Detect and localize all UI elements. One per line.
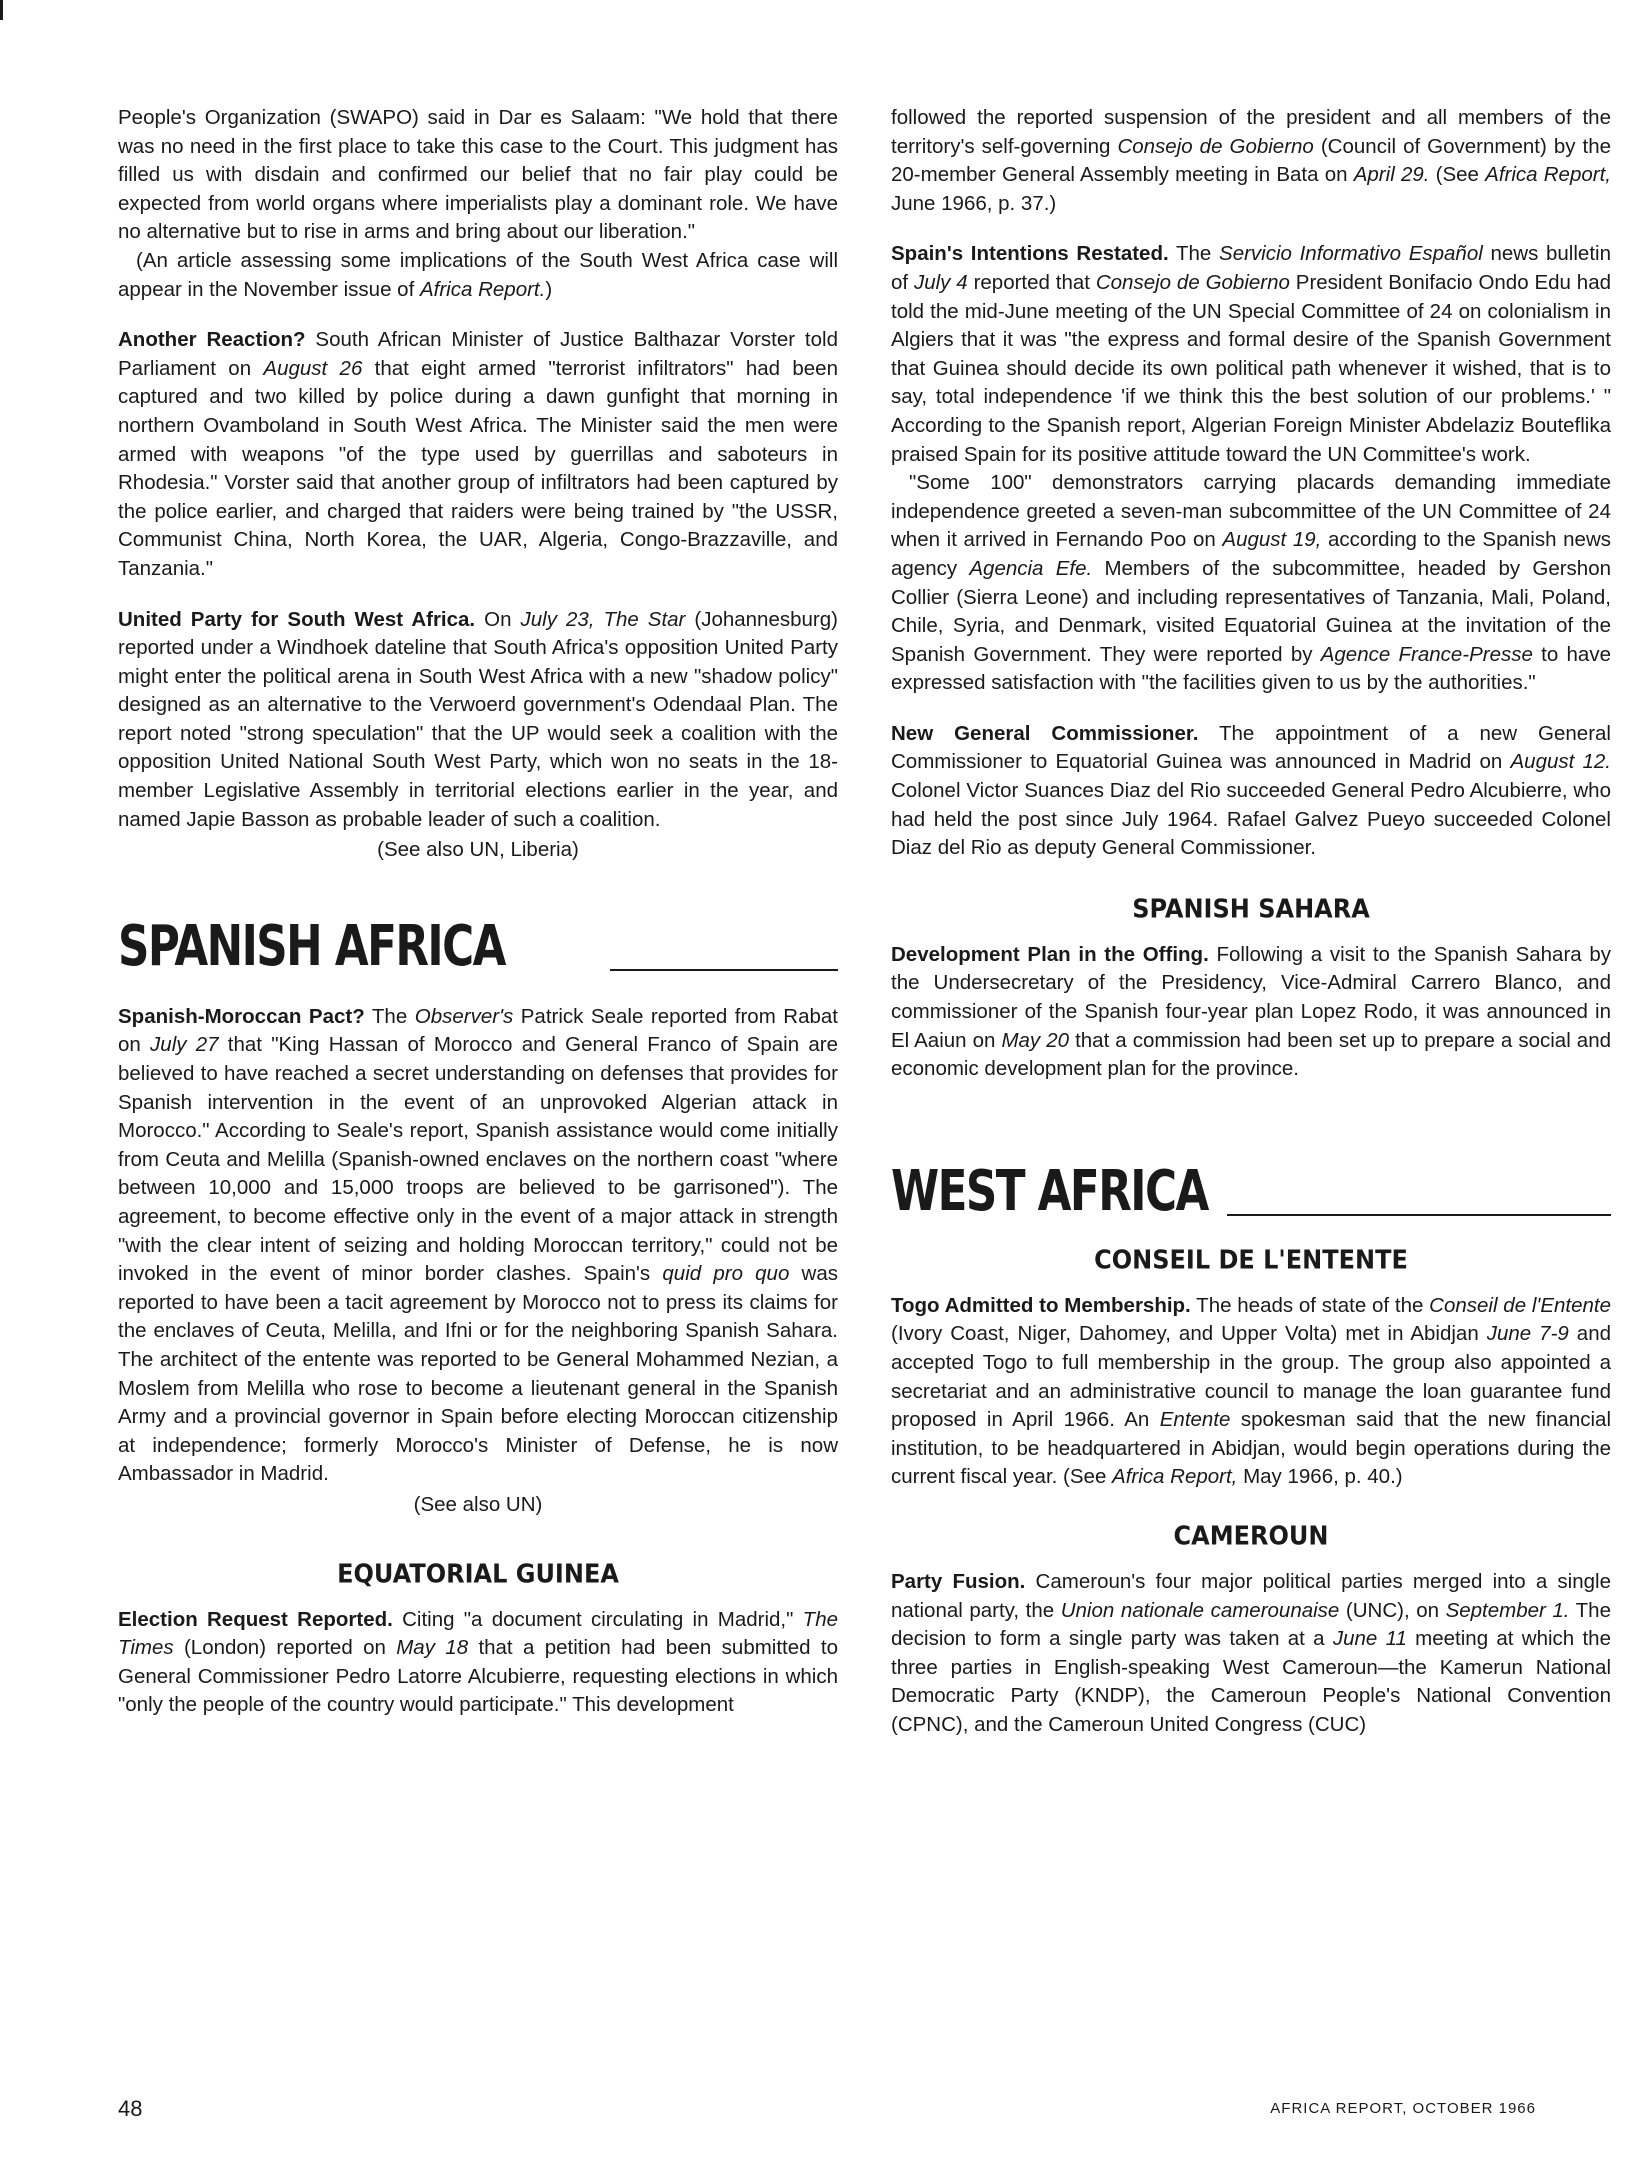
togo-admitted-paragraph: Togo Admitted to Membership. The heads of state of the Conseil de l'Entente (Ivory Coast, Niger, Dahomey, and Upper Volta) met in Abidjan June 7-9 and accepted Togo to full membership in the group. The group also appointed a secretariat and an administrative council to manage the loan guarantee fund proposed in April 1966. An Entente spokesman said that the new financial institution, to be headquartered in Abidjan, would begin operations during the current fiscal year. (See Africa Report, May 1966, p. 40.): [891, 1293, 1612, 1489]
election-request-paragraph: Election Request Reported. Citing "a document circulating in Madrid," The Times (London) reported on May 18 that a petition had been submitted to General Commissioner Pedro Latorre Alcubierre, requesting elections in which "only the people of the country would participate." This development: [118, 1607, 838, 1717]
swapo-quote-paragraph: People's Organization (SWAPO) said in Dar es Salaam: "We hold that there was no need in the first place to take this case to the Court. This judgment has filled us with disdain and confirmed our belief that no fair play could be expected from world organs where imperialists play a dominant role. We have no alternative but to rise in arms and bring about our liberation.": [118, 106, 838, 244]
see-also-note: (See also UN): [413, 1492, 543, 1516]
paragraph-lead: Party Fusion.: [891, 1569, 1026, 1593]
section-title: WEST AFRICA: [891, 1158, 1208, 1224]
spains-intentions-paragraph: Spain's Intentions Restated. The Servicio Informativo Español news bulletin of July 4 reported that Consejo de Gobierno President Bonifacio Ondo Edu had told the mid-June meeting of the UN Special Committee of 24 on colonialism in Algiers that it was "the express and formal desire of the Spanish Government that Guinea should decide its own political path whenever it wished, that is to say, total independence 'if we think this the best solution of our problems.' " According to the Spanish report, Algerian Foreign Minister Abdelaziz Bouteflika praised Spain for its positive attitude toward the UN Committee's work.: [891, 242, 1611, 466]
subheading-conseil-de-lentente: CONSEIL DE L'ENTENTE: [1094, 1244, 1408, 1275]
subheading-spanish-sahara: SPANISH SAHARA: [1132, 893, 1370, 924]
development-plan-paragraph: Development Plan in the Offing. Following a visit to the Spanish Sahara by the Undersecretary of the Presidency, Vice-Admiral Carrero Blanco, and commissioner of the Spanish four-year plan Lopez Rodo, it was announced in El Aaiun on May 20 that a commission had been set up to prepare a social and economic development plan for the province.: [891, 942, 1612, 1081]
section-header-west-africa: [891, 1158, 1611, 1224]
united-party-paragraph: United Party for South West Africa. On July 23, The Star (Johannesburg) reported under a Windhoek dateline that South Africa's opposition United Party might enter the political arena in South West Africa with a new "shadow policy" designed as an alternative to the Verwoerd government's Odendaal Plan. The report noted "strong speculation" that the UP would seek a coalition with the opposition United National South West Party, which won no seats in the 18-member Legislative Assembly in territorial elections earlier in the year, and named Japie Basson as probable leader of such a coalition.: [118, 607, 838, 831]
section-header-spanish-africa: [118, 913, 838, 979]
see-also-note: (See also UN, Liberia): [377, 838, 579, 862]
right-column: [891, 104, 1611, 1740]
scan-edge-mark: [0, 0, 3, 20]
paragraph-lead: Spanish-Moroccan Pact?: [118, 1004, 365, 1028]
paragraph-lead: Election Request Reported.: [118, 1607, 393, 1631]
paragraph-lead: Togo Admitted to Membership.: [891, 1293, 1191, 1317]
subheading-cameroun: CAMEROUN: [1173, 1520, 1329, 1552]
consejo-suspension-paragraph: followed the reported suspension of the president and all members of the territory's self-governing Consejo de Gobierno (Council of Government) by the 20-member General Assembly meeting in Bata on April 29. (See Africa Report, June 1966, p. 37.): [891, 106, 1611, 215]
subheading-equatorial-guinea: EQUATORIAL GUINEA: [337, 1558, 619, 1589]
paragraph-lead: Development Plan in the Offing.: [891, 942, 1209, 966]
article-note-paragraph: (An article assessing some implications of the South West Africa case will appear in the November issue of Africa Report.): [118, 248, 838, 301]
section-title: SPANISH AFRICA: [118, 913, 505, 979]
page-number: 48: [118, 2096, 143, 2121]
section-rule: [610, 969, 838, 971]
demonstrators-paragraph: "Some 100" demonstrators carrying placards demanding immediate independence greeted a seven-man subcommittee of the UN Committee of 24 when it arrived in Fernando Poo on August 19, according to the Spanish news agency Agencia Efe. Members of the subcommittee, headed by Gershon Collier (Sierra Leone) and including representatives of Tanzania, Mali, Poland, Chile, Syria, and Denmark, visited Equatorial Guinea at the invitation of the Spanish Government. They were reported by Agence France-Presse to have expressed satisfaction with "the facilities given to us by the authorities.": [891, 471, 1612, 695]
paragraph-lead: New General Commissioner.: [891, 721, 1199, 745]
party-fusion-paragraph: Party Fusion. Cameroun's four major political parties merged into a single national party, the Union nationale camerounaise (UNC), on September 1. The decision to form a single party was taken at a June 11 meeting at which the three parties in English-speaking West Cameroun—the Kamerun National Democratic Party (KNDP), the Cameroun People's National Convention (CPNC), and the Cameroun United Congress (CUC): [891, 1569, 1611, 1736]
another-reaction-paragraph: Another Reaction? South African Minister of Justice Balthazar Vorster told Parliament on August 26 that eight armed "terrorist infiltrators" had been captured and two killed by police during a dawn gunfight that morning in northern Ovamboland in South West Africa. The Minister said the men were armed with weapons "of the type used by guerrillas and saboteurs in Rhodesia." Vorster said that another group of infiltrators had been captured by the police earlier, and charged that raiders were being trained by "the USSR, Communist China, North Korea, the UAR, Algeria, Congo-Brazzaville, and Tanzania.": [118, 328, 838, 580]
new-general-commissioner-paragraph: New General Commissioner. The appointment of a new General Commissioner to Equatorial Guinea was announced in Madrid on August 12. Colonel Victor Suances Diaz del Rio succeeded General Pedro Alcubierre, who had held the post since July 1964. Rafael Galvez Pueyo succeeded Colonel Diaz del Rio as deputy General Commissioner.: [891, 721, 1612, 860]
left-column: [118, 104, 838, 1720]
paragraph-lead: United Party for South West Africa.: [118, 607, 476, 631]
section-rule: [1227, 1214, 1611, 1216]
paragraph-lead: Spain's Intentions Restated.: [891, 242, 1169, 266]
paragraph-lead: Another Reaction?: [118, 328, 306, 352]
spanish-moroccan-pact-paragraph: Spanish-Moroccan Pact? The Observer's Patrick Seale reported from Rabat on July 27 that "King Hassan of Morocco and General Franco of Spain are believed to have reached a secret understanding on defenses that provides for Spanish intervention in the event of an unprovoked Algerian attack in Morocco." According to Seale's report, Spanish assistance would come initially from Ceuta and Melilla (Spanish-owned enclaves on the northern coast "where between 10,000 and 15,000 troops are believed to be garrisoned"). The agreement, to become effective only in the event of a major attack in strength "with the clear intent of seizing and holding Moroccan territory," could not be invoked in the event of minor border clashes. Spain's quid pro quo was reported to have been a tacit agreement by Morocco not to press its claims for the enclaves of Ceuta, Melilla, and Ifni or for the neighboring Spanish Sahara. The architect of the entente was reported to be General Mohammed Nezian, a Moslem from Melilla who rose to become a lieutenant general in the Spanish Army and a provincial governor in Spain before electing Moroccan citizenship at independence; formerly Morocco's Minister of Defense, he is now Ambassador in Madrid.: [118, 1004, 839, 1486]
running-footer: AFRICA REPORT, OCTOBER 1966: [1270, 2100, 1536, 2117]
